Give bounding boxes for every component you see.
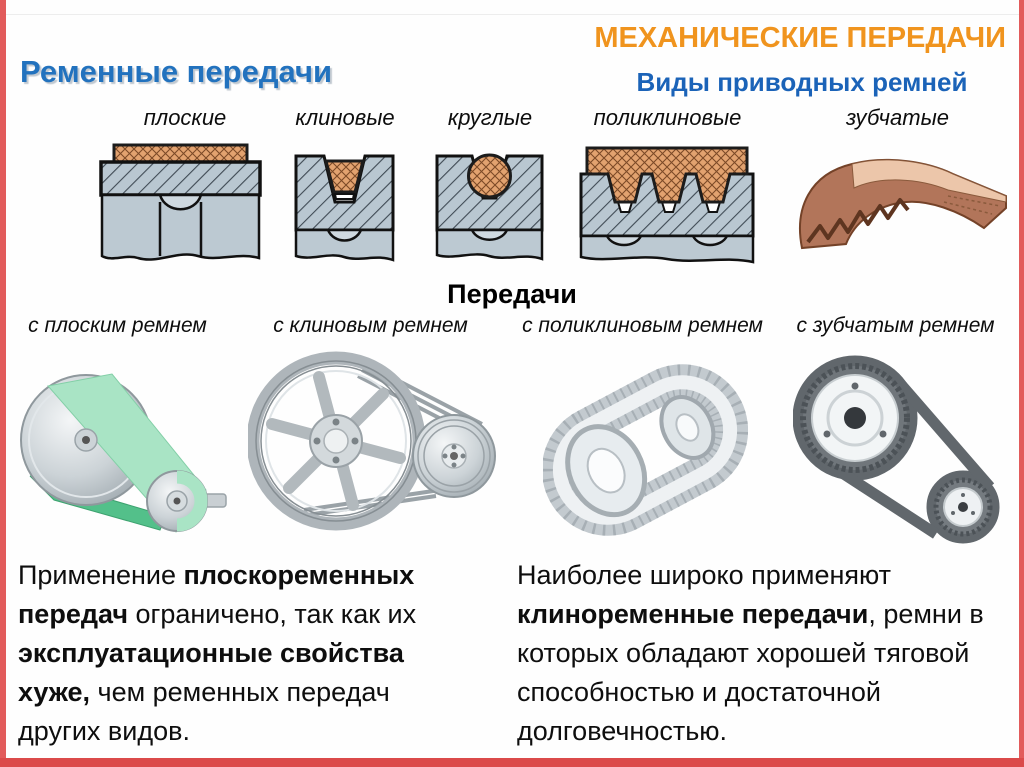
slide-border-bottom bbox=[0, 758, 1024, 767]
belt-type-label-toothed: зубчатые bbox=[846, 105, 949, 130]
toothed-belt-drive-photo bbox=[793, 344, 1008, 556]
slide-border-left bbox=[0, 0, 6, 767]
v-belt-drive-photo bbox=[248, 344, 498, 552]
belt-type-label-v: клиновые bbox=[295, 105, 395, 130]
belt-type-label-poly-v: поликлиновые bbox=[593, 105, 742, 130]
belt-type-label-flat: плоские bbox=[143, 105, 227, 130]
drives-section-title: Передачи bbox=[447, 279, 577, 309]
paragraph-v-belt-advantages: Наиболее широко применяют клиноременные передачи, ремни в которых обладают хорошей тяговой способностью и достаточной долговечностью. bbox=[517, 560, 984, 746]
subtitle-belt-kinds: Виды приводных ремней bbox=[636, 67, 968, 97]
v-belt-cross-section-icon bbox=[292, 140, 397, 272]
drive-label-flat-belt: с плоским ремнем bbox=[28, 314, 207, 337]
slide-border-right bbox=[1019, 0, 1024, 767]
toothed-belt-icon bbox=[788, 144, 1013, 262]
round-belt-cross-section-icon bbox=[432, 140, 547, 272]
flat-belt-cross-section-icon bbox=[98, 140, 263, 272]
poly-v-belt-cross-section-icon bbox=[577, 140, 757, 272]
flat-belt-drive-photo bbox=[14, 348, 234, 553]
drive-label-poly-v-belt: с поликлиновым ремнем bbox=[522, 314, 763, 337]
poly-v-belt-drive-photo bbox=[543, 344, 748, 556]
drive-label-toothed-belt: с зубчатым ремнем bbox=[796, 314, 995, 337]
drive-label-v-belt: с клиновым ремнем bbox=[273, 314, 468, 337]
paragraph-flat-belt-limitations: Применение плоскоременных передач ограничено, так как их эксплуатационные свойства хуже, чем ременных передач других видов. bbox=[18, 560, 417, 746]
slide-main-title: МЕХАНИЧЕСКИЕ ПЕРЕДАЧИ bbox=[594, 22, 1006, 54]
divider-line bbox=[6, 14, 1019, 15]
section-title-belt-drives: Ременные передачи bbox=[20, 54, 333, 89]
belt-type-label-round: круглые bbox=[447, 105, 533, 130]
